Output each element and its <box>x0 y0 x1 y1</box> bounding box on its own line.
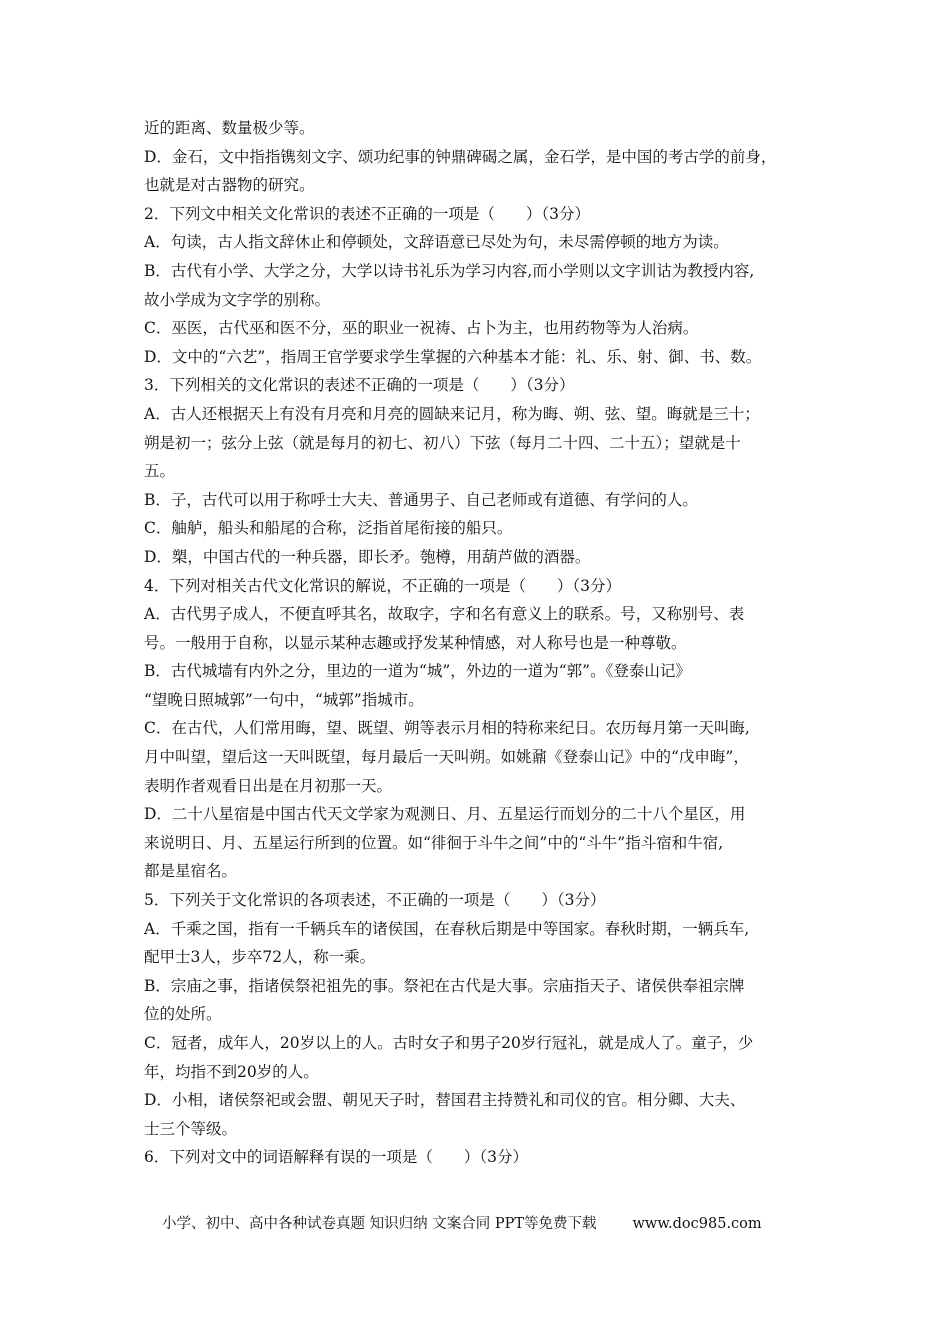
text-line: “望晚日照城郭”一句中，“城郭”指城市。 <box>144 690 424 709</box>
text-line: A．句读，古人指文辞休止和停顿处，文辞语意已尽处为句，未尽需停顿的地方为读。 <box>144 233 729 252</box>
text-line: C．巫医，古代巫和医不分，巫的职业一祝祷、占卜为主，也用药物等为人治病。 <box>144 319 699 338</box>
text-line: B．古代城墙有内外之分，里边的一道为“城”，外边的一道为“郭”。《登泰山记》 <box>144 662 691 681</box>
text-line: C．舳舻，船头和船尾的合称，泛指首尾衔接的船只。 <box>144 519 513 538</box>
page-footer <box>162 1212 862 1233</box>
text-line: A．千乘之国，指有一千辆兵车的诸侯国，在春秋后期是中等国家。春秋时期，一辆兵车, <box>144 919 750 938</box>
footer-text: 小学、初中、高中各种试卷真题 知识归纳 文案合同 PPT等免费下载 <box>162 1216 597 1232</box>
text-line: 6．下列对文中的词语解释有误的一项是（ ）（3分） <box>144 1148 528 1167</box>
text-line: 故小学成为文字学的别称。 <box>144 290 331 309</box>
text-line: 都是星宿名。 <box>144 862 238 881</box>
text-line: B．宗庙之事，指诸侯祭祀祖先的事。祭祀在古代是大事。宗庙指天子、诸侯供奉祖宗牌 <box>144 976 745 995</box>
text-line: 3．下列相关的文化常识的表述不正确的一项是（ ）（3分） <box>144 376 575 395</box>
text-line: 位的处所。 <box>144 1005 222 1024</box>
text-line: A．古代男子成人，不便直呼其名，故取字，字和名有意义上的联系。号，又称别号、表 <box>144 605 745 624</box>
text-line: A．古人还根据天上有没有月亮和月亮的圆缺来记月，称为晦、朔、弦、望。晦就是三十； <box>144 404 760 423</box>
text-line: 月中叫望，望后这一天叫既望，每月最后一天叫朔。如姚鼐《登泰山记》中的“戊申晦”， <box>144 748 749 767</box>
text-line: B．子，古代可以用于称呼士大夫、普通男子、自己老师或有道德、有学问的人。 <box>144 490 698 509</box>
footer-url: www.doc985.com <box>632 1216 762 1232</box>
text-line: 近的距离、数量极少等。 <box>144 119 315 137</box>
text-line: 年，均指不到20岁的人。 <box>144 1062 319 1081</box>
text-line: 士三个等级。 <box>144 1119 238 1138</box>
text-line: 2．下列文中相关文化常识的表述不正确的一项是（ ）（3分） <box>144 204 590 223</box>
text-line: 五。 <box>144 462 176 481</box>
text-line: 表明作者观看日出是在月初那一天。 <box>144 776 393 795</box>
text-line: 来说明日、月、五星运行所到的位置。如“徘徊于斗牛之间”中的“斗牛”指斗宿和牛宿, <box>144 833 724 852</box>
text-line: D．二十八星宿是中国古代天文学家为观测日、月、五星运行而划分的二十八个星区，用 <box>144 805 746 824</box>
text-line: 朔是初一；弦分上弦（就是每月的初七、初八）下弦（每月二十四、二十五）；望就是十 <box>144 433 741 452</box>
text-line: 4．下列对相关古代文化常识的解说，不正确的一项是（ ）（3分） <box>144 576 621 595</box>
text-line: 5．下列关于文化常识的各项表述，不正确的一项是（ ）（3分） <box>144 891 606 910</box>
text-line: C．在古代，人们常用晦，望、既望、朔等表示月相的特称来纪日。农历每月第一天叫晦, <box>144 719 750 738</box>
text-line: D．槊，中国古代的一种兵器，即长矛。匏樽，用葫芦做的酒器。 <box>144 547 591 566</box>
text-line: B．古代有小学、大学之分，大学以诗书礼乐为学习内容,而小学则以文字训诂为教授内容, <box>144 261 755 280</box>
text-line: 配甲士3人，步卒72人，称一乘。 <box>144 948 376 967</box>
text-line: 号。一般用于自称，以显示某种志趣或抒发某种情感，对人称号也是一种尊敬。 <box>144 633 687 652</box>
text-line: 也就是对古器物的研究。 <box>144 176 315 195</box>
document-body <box>144 114 824 1172</box>
text-line: D．小相，诸侯祭祀或会盟、朝见天子时，替国君主持赞礼和司仪的官。相分卿、大夫、 <box>144 1091 746 1110</box>
text-line: C．冠者，成年人，20岁以上的人。古时女子和男子20岁行冠礼，就是成人了。童子，少 <box>144 1034 754 1052</box>
text-line: D．文中的“六艺”，指周王官学要求学生掌握的六种基本才能：礼、乐、射、御、书、数。 <box>144 347 762 366</box>
text-line: D．金石，文中指指镌刻文字、颂功纪事的钟鼎碑碣之属，金石学，是中国的考古学的前身， <box>144 147 777 166</box>
